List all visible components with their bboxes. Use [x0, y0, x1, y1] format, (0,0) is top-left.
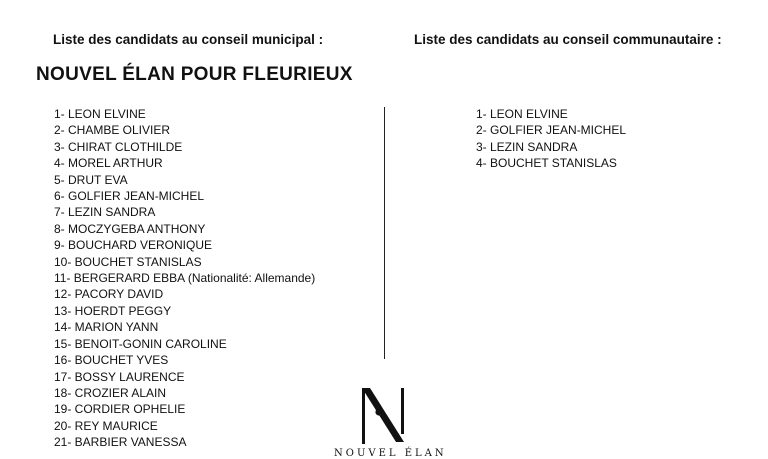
communautaire-candidate-list — [476, 106, 626, 172]
municipal-candidate-item: 11- BERGERARD EBBA (Nationalité: Allemande) — [54, 271, 316, 286]
communautaire-candidate-item: 2- GOLFIER JEAN-MICHEL — [476, 123, 627, 138]
municipal-candidate-item: 4- MOREL ARTHUR — [54, 156, 163, 171]
municipal-candidate-item: 8- MOCZYGEBA ANTHONY — [54, 221, 206, 236]
municipal-candidate-item: 21- BARBIER VANESSA — [54, 435, 187, 450]
logo-wordmark: NOUVEL ÉLAN — [334, 448, 447, 459]
municipal-candidate-item: 13- HOERDT PEGGY — [54, 303, 172, 318]
municipal-candidate-item: 12- PACORY DAVID — [54, 287, 164, 302]
municipal-candidate-item: 7- LEZIN SANDRA — [54, 205, 156, 220]
municipal-candidate-item: 5- DRUT EVA — [54, 172, 128, 187]
column-divider — [384, 107, 385, 359]
municipal-candidate-list — [54, 106, 315, 451]
municipal-candidate-item: 9- BOUCHARD VERONIQUE — [54, 238, 213, 253]
n-monogram-icon — [358, 384, 410, 444]
communautaire-candidate-item: 4- BOUCHET STANISLAS — [476, 156, 617, 171]
municipal-candidate-item: 2- CHAMBE OLIVIER — [54, 123, 171, 138]
municipal-heading: Liste des candidats au conseil municipal : — [53, 32, 324, 47]
communautaire-heading: Liste des candidats au conseil communautaire : — [414, 32, 722, 47]
municipal-candidate-item: 15- BENOIT-GONIN CAROLINE — [54, 336, 227, 351]
municipal-candidate-item: 6- GOLFIER JEAN-MICHEL — [54, 189, 205, 204]
nouvel-elan-logo — [334, 384, 447, 459]
municipal-candidate-item: 16- BOUCHET YVES — [54, 353, 169, 368]
communautaire-candidate-item: 3- LEZIN SANDRA — [476, 139, 578, 154]
list-title: NOUVEL ÉLAN POUR FLEURIEUX — [36, 64, 353, 85]
municipal-candidate-item: 14- MARION YANN — [54, 320, 159, 335]
municipal-candidate-item: 1- LEON ELVINE — [54, 107, 146, 121]
municipal-candidate-item: 10- BOUCHET STANISLAS — [54, 254, 202, 269]
communautaire-candidate-item: 1- LEON ELVINE — [476, 107, 568, 121]
municipal-candidate-item: 17- BOSSY LAURENCE — [54, 369, 185, 384]
municipal-candidate-item: 20- REY MAURICE — [54, 418, 158, 433]
municipal-candidate-item: 3- CHIRAT CLOTHILDE — [54, 139, 183, 154]
municipal-candidate-item: 19- CORDIER OPHELIE — [54, 402, 186, 417]
municipal-candidate-item: 18- CROZIER ALAIN — [54, 385, 167, 400]
